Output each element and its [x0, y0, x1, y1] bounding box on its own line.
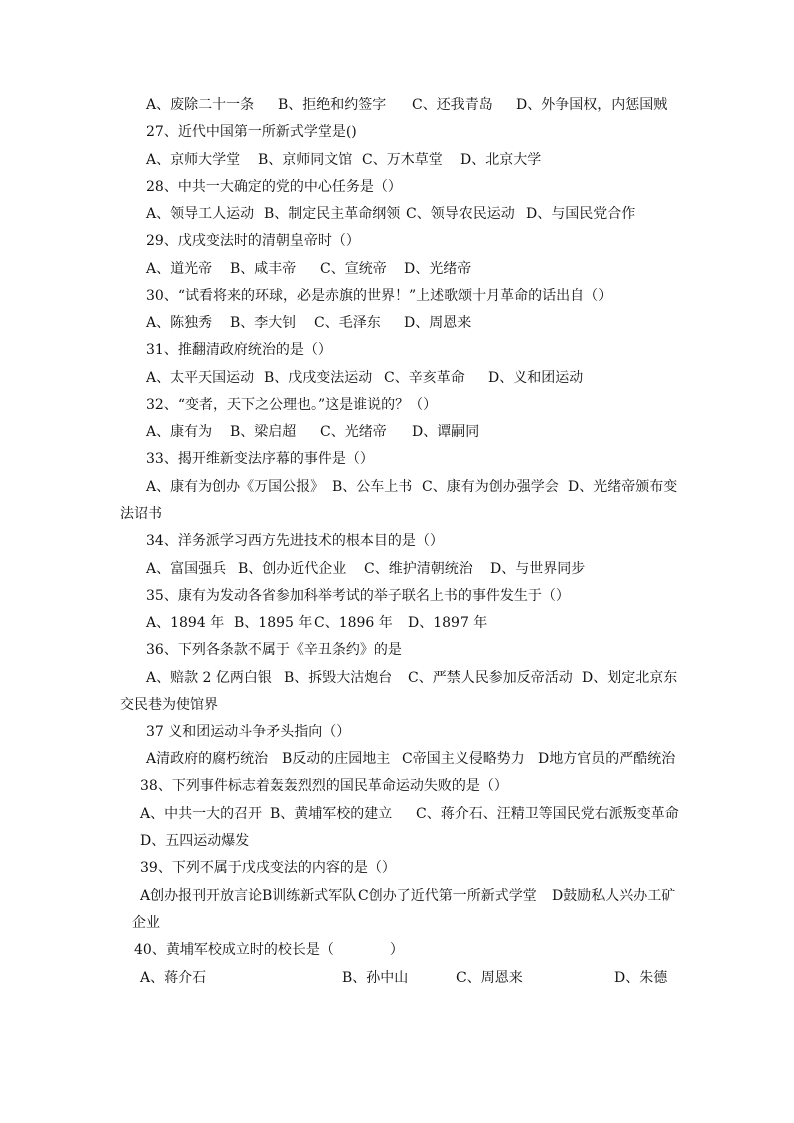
- option-d: D、朱德: [614, 970, 668, 986]
- question-35: 35、康有为发动各省参加科举考试的举子联名上书的事件发生于（）: [146, 588, 570, 604]
- question-27: 27、近代中国第一所新式学堂是(): [146, 124, 357, 140]
- option-a: A清政府的腐朽统治: [146, 751, 269, 767]
- option-a: A、废除二十一条: [146, 97, 255, 113]
- option-c: C、光绪帝: [320, 424, 387, 440]
- options-39-continuation: 企业: [132, 915, 160, 931]
- option-a: A、赔款 2 亿两白银: [146, 670, 272, 686]
- option-b: B、公车上书: [332, 479, 413, 495]
- option-c: C、康有为创办强学会: [422, 479, 559, 495]
- option-d: D地方官员的严酷统治: [538, 751, 676, 767]
- question-40: 40、黄埔军校成立时的校长是（ ）: [134, 942, 404, 958]
- question-34: 34、洋务派学习西方先进技术的根本目的是（）: [146, 533, 444, 549]
- option-c: C、蒋介石、汪精卫等国民党右派叛变革命: [416, 806, 679, 822]
- question-29: 29、戊戌变法时的清朝皇帝时（）: [146, 233, 360, 249]
- question-33: 33、揭开维新变法序幕的事件是（）: [146, 451, 374, 467]
- option-a: A、中共一大的召开: [140, 806, 263, 822]
- option-b: B、京师同文馆: [258, 152, 353, 168]
- question-38: 38、下列事件标志着轰轰烈烈的国民革命运动失败的是（）: [140, 778, 508, 794]
- option-a: A、太平天国运动: [146, 370, 255, 386]
- option-c: C、1896 年: [314, 615, 393, 631]
- option-b: B、创办近代企业: [238, 561, 347, 577]
- option-b: B训练新式军队: [262, 888, 357, 904]
- option-d: D、北京大学: [460, 152, 542, 168]
- question-31: 31、推翻清政府统治的是（）: [146, 342, 332, 358]
- question-30: 30、“试看将来的环球，必是赤旗的世界！”上述歌颂十月革命的话出自（）: [146, 288, 613, 304]
- option-c: C、宣统帝: [320, 261, 387, 277]
- question-32: 32、“变者，天下之公理也。”这是谁说的？（）: [146, 397, 438, 413]
- option-c: C创办了近代第一所新式学堂: [358, 888, 537, 904]
- option-d: D、与世界同步: [490, 561, 586, 577]
- option-d: D、光绪帝颁布变: [568, 479, 678, 495]
- option-d: D、义和团运动: [488, 370, 584, 386]
- option-c: C、周恩来: [456, 970, 523, 986]
- option-b: B、拆毁大沽炮台: [284, 670, 393, 686]
- option-a: A、康有为创办《万国公报》: [146, 479, 325, 495]
- question-28: 28、中共一大确定的党的中心任务是（）: [146, 179, 402, 195]
- option-a: A、1894 年: [146, 615, 225, 631]
- option-d: D、谭嗣同: [412, 424, 480, 440]
- option-a: A、领导工人运动: [146, 206, 255, 222]
- option-c: C帝国主义侵略势力: [402, 751, 525, 767]
- option-b: B、孙中山: [342, 970, 409, 986]
- option-a: A、道光帝: [146, 261, 213, 277]
- option-c: C、万木草堂: [362, 152, 443, 168]
- question-39: 39、下列不属于戊戌变法的内容的是（）: [140, 860, 396, 876]
- option-b: B、1895 年: [234, 615, 313, 631]
- option-d: D、周恩来: [404, 315, 472, 331]
- option-b: B、咸丰帝: [230, 261, 297, 277]
- question-36: 36、下列各条款不属于《辛丑条约》的是: [146, 642, 402, 658]
- option-c: C、领导农民运动: [406, 206, 515, 222]
- option-c: C、毛泽东: [314, 315, 381, 331]
- option-c: C、辛亥革命: [384, 370, 465, 386]
- option-a: A、富国强兵: [146, 561, 227, 577]
- option-c: C、维护清朝统治: [364, 561, 473, 577]
- options-33-continuation: 法诏书: [120, 506, 162, 522]
- option-d: D、1897 年: [408, 615, 488, 631]
- option-d: D、划定北京东: [582, 670, 678, 686]
- option-d: D、与国民党合作: [526, 206, 636, 222]
- option-38-d: D、五四运动爆发: [140, 833, 250, 849]
- option-d: D鼓励私人兴办工矿: [552, 888, 676, 904]
- options-36-continuation: 交民巷为使馆界: [120, 697, 218, 713]
- option-c: C、严禁人民参加反帝活动: [408, 670, 573, 686]
- option-d: D、光绪帝: [404, 261, 472, 277]
- options-40: [140, 969, 668, 1077]
- option-b: B、李大钊: [230, 315, 297, 331]
- option-a: A、蒋介石: [140, 970, 207, 986]
- option-b: B反动的庄园地主: [282, 751, 391, 767]
- option-d: D、外争国权，内惩国贼: [516, 97, 668, 113]
- option-b: B、梁启超: [230, 424, 297, 440]
- question-37: 37 义和团运动斗争矛头指向（）: [146, 724, 351, 740]
- option-a: A、京师大学堂: [146, 152, 241, 168]
- option-a: A、陈独秀: [146, 315, 213, 331]
- option-b: B、制定民主革命纲领: [264, 206, 401, 222]
- option-a: A、康有为: [146, 424, 213, 440]
- option-b: B、黄埔军校的建立: [270, 806, 393, 822]
- option-b: B、戊戌变法运动: [264, 370, 373, 386]
- option-b: B、拒绝和约签字: [278, 97, 387, 113]
- option-a: A创办报刊开放言论: [140, 888, 263, 904]
- option-c: C、还我青岛: [412, 97, 493, 113]
